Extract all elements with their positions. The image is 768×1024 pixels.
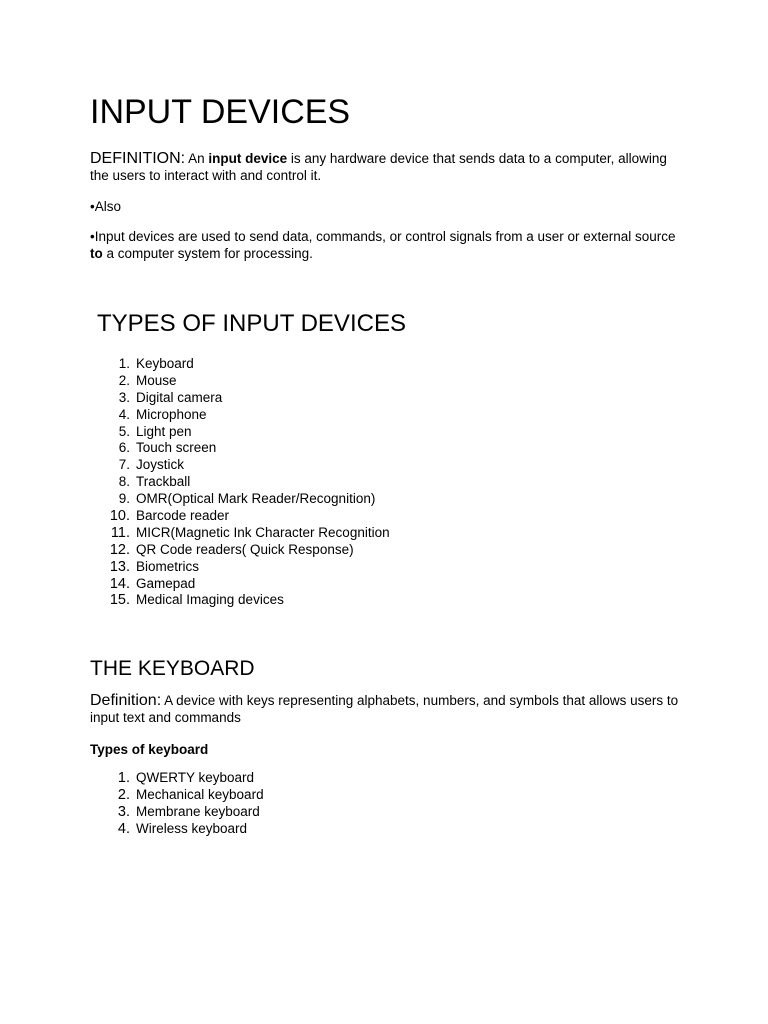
list-item: [90, 525, 490, 542]
list-text: Joystick: [136, 457, 185, 473]
list-number: 5.: [118, 423, 130, 439]
list-number: 4.: [118, 406, 130, 422]
list-item: [90, 373, 490, 390]
list-number: 2.: [117, 786, 130, 803]
list-number: 6.: [118, 440, 130, 456]
list-number: 3.: [117, 803, 130, 820]
usage-post: a computer system for processing.: [102, 246, 313, 261]
list-item: [90, 424, 490, 441]
list-number: 15.: [109, 592, 130, 609]
keyboard-types-list: [90, 770, 490, 838]
list-text: Keyboard: [136, 356, 194, 371]
keyboard-heading: THE KEYBOARD: [90, 657, 255, 680]
keyboard-definition-text: A device with keys representing alphabets, numbers, and symbols that allows users to input text and commands: [90, 693, 679, 725]
list-item: [90, 491, 490, 508]
definition-text: is any hardware device that sends data to a computer, allowing the users to interact with and control it.: [90, 151, 667, 183]
list-item: [90, 542, 490, 559]
list-number: 7.: [118, 457, 130, 473]
list-text: Mouse: [136, 372, 177, 388]
list-number: 4.: [117, 820, 130, 837]
list-text: MICR(Magnetic Ink Character Recognition: [136, 524, 390, 540]
list-item: [90, 474, 490, 491]
types-list: [90, 356, 490, 609]
keyboard-definition: [90, 692, 680, 726]
types-heading: TYPES OF INPUT DEVICES: [97, 310, 406, 337]
keyboard-types-label: Types of keyboard: [90, 742, 209, 757]
list-text: Biometrics: [136, 558, 200, 574]
list-number: 8.: [118, 474, 130, 490]
page-title: INPUT DEVICES: [90, 93, 351, 131]
list-item: [90, 457, 490, 474]
list-number: 12.: [109, 541, 130, 558]
usage-bold: to: [90, 246, 103, 261]
definition-pre: An: [185, 151, 209, 166]
list-number: 3.: [118, 389, 130, 405]
list-text: Gamepad: [136, 575, 196, 591]
list-text: Barcode reader: [136, 508, 230, 524]
list-number: 14.: [109, 575, 130, 592]
list-item: [90, 787, 490, 804]
list-text: Mechanical keyboard: [136, 786, 264, 802]
list-number: 11.: [110, 524, 130, 541]
list-text: Membrane keyboard: [136, 803, 260, 819]
also-line: •Also: [90, 199, 121, 214]
list-item: [90, 390, 490, 407]
list-item: [90, 508, 490, 525]
usage-paragraph: [90, 228, 680, 262]
list-number: 1.: [118, 356, 130, 371]
definition-term: input device: [208, 151, 288, 166]
list-text: Touch screen: [136, 440, 217, 456]
list-number: 1.: [117, 770, 130, 786]
list-text: QWERTY keyboard: [136, 770, 255, 785]
list-item: [90, 440, 490, 457]
list-text: Light pen: [136, 423, 192, 439]
list-item: [90, 821, 490, 838]
list-item: [90, 356, 490, 373]
definition-label: DEFINITION:: [90, 150, 186, 167]
definition-paragraph: [90, 150, 680, 184]
list-number: 13.: [109, 558, 130, 575]
list-item: [90, 559, 490, 576]
list-item: [90, 770, 490, 787]
usage-pre: •Input devices are used to send data, commands, or control signals from a user or external source: [90, 229, 676, 244]
list-text: Trackball: [136, 474, 191, 490]
list-item: [90, 804, 490, 821]
list-text: QR Code readers( Quick Response): [136, 541, 354, 557]
list-number: 10.: [109, 508, 130, 525]
list-text: Microphone: [136, 406, 207, 422]
list-text: Digital camera: [136, 389, 223, 405]
list-item: [90, 592, 490, 609]
list-text: Medical Imaging devices: [136, 592, 284, 608]
list-number: 9.: [118, 491, 130, 507]
list-item: [90, 407, 490, 424]
list-text: OMR(Optical Mark Reader/Recognition): [136, 491, 376, 507]
list-text: Wireless keyboard: [136, 820, 248, 836]
list-number: 2.: [118, 372, 130, 388]
list-item: [90, 576, 490, 593]
keyboard-definition-label: Definition:: [90, 692, 162, 709]
